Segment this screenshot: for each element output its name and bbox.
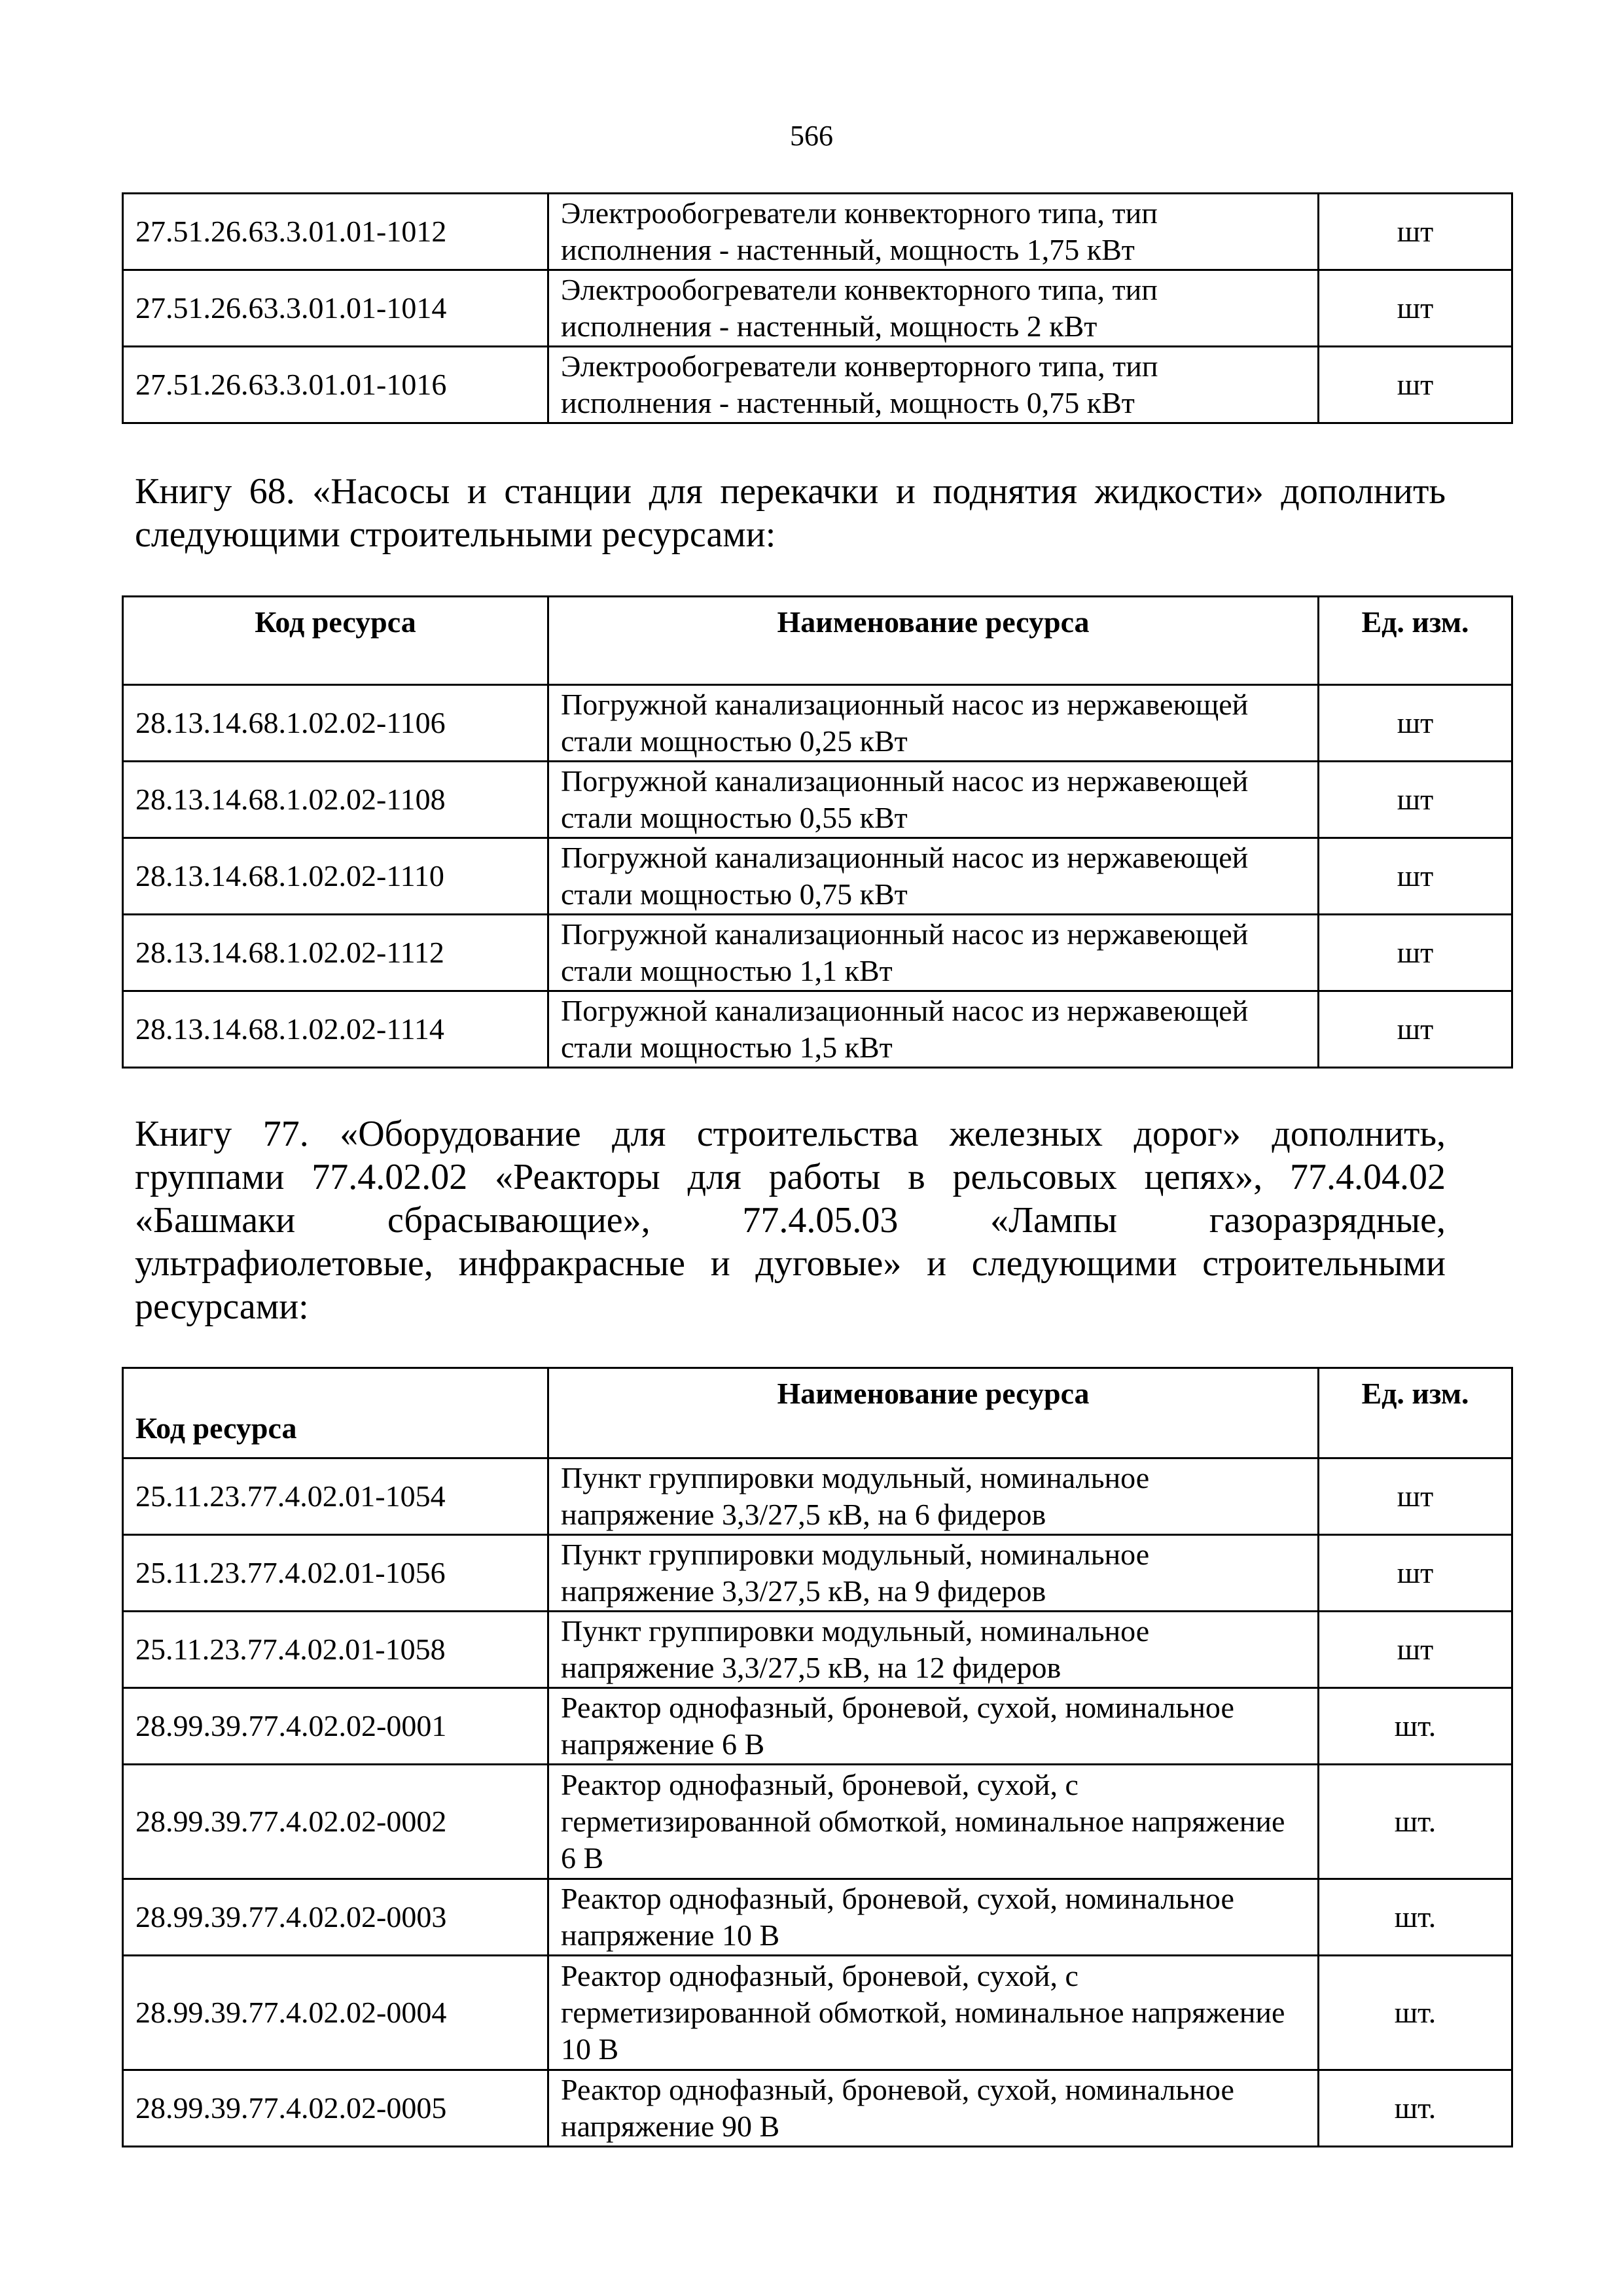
resource-code: 27.51.26.63.3.01.01-1014 <box>123 270 548 347</box>
resource-unit: шт <box>1319 270 1512 347</box>
resource-name: Пункт группировки модульный, номинальное напряжение 3,3/27,5 кВ, на 9 фидеров <box>548 1535 1319 1612</box>
table-row <box>123 762 1512 838</box>
paragraph-line: «Башмаки сбрасывающие», 77.4.05.03 «Лампы газоразрядные, <box>135 1200 1446 1241</box>
resource-unit: шт <box>1319 685 1512 762</box>
paragraph-line: ресурсами: <box>135 1286 309 1327</box>
page-number: 566 <box>790 120 833 152</box>
paragraph-book-68 <box>135 470 1446 556</box>
resource-code: 27.51.26.63.3.01.01-1016 <box>123 347 548 423</box>
table-row <box>123 838 1512 915</box>
paragraph-line: Книгу 68. «Насосы и станции для перекачки и поднятия жидкости» дополнить <box>135 471 1446 512</box>
resource-name: Погружной канализационный насос из нержавеющей стали мощностью 0,75 кВт <box>548 838 1319 915</box>
resource-name: Пункт группировки модульный, номинальное напряжение 3,3/27,5 кВ, на 6 фидеров <box>548 1458 1319 1535</box>
resource-table-2 <box>122 595 1513 1069</box>
paragraph-line: ультрафиолетовые, инфракрасные и дуговые» и следующими строительными <box>135 1243 1446 1284</box>
table-row <box>123 1956 1512 2070</box>
paragraph-line: Книгу 77. «Оборудование для строительства железных дорог» дополнить, <box>135 1114 1446 1154</box>
table-row <box>123 194 1512 270</box>
table-row <box>123 347 1512 423</box>
table-header-row <box>123 597 1512 685</box>
table-row <box>123 991 1512 1068</box>
resource-unit: шт <box>1319 347 1512 423</box>
resource-unit: шт. <box>1319 1688 1512 1765</box>
resource-code: 28.13.14.68.1.02.02-1110 <box>123 838 548 915</box>
resource-code: 28.99.39.77.4.02.02-0004 <box>123 1956 548 2070</box>
resource-unit: шт. <box>1319 1956 1512 2070</box>
header-code: Код ресурса <box>123 1368 548 1458</box>
resource-code: 27.51.26.63.3.01.01-1012 <box>123 194 548 270</box>
paragraph-book-77 <box>135 1112 1446 1328</box>
resource-name: Погружной канализационный насос из нержавеющей стали мощностью 0,25 кВт <box>548 685 1319 762</box>
header-unit: Ед. изм. <box>1319 597 1512 685</box>
resource-table-3 <box>122 1367 1513 2147</box>
resource-name: Реактор однофазный, броневой, сухой, с герметизированной обмоткой, номинальное напряжение 6 В <box>548 1765 1319 1879</box>
resource-name: Реактор однофазный, броневой, сухой, с герметизированной обмоткой, номинальное напряжение 10 В <box>548 1956 1319 2070</box>
resource-unit: шт <box>1319 915 1512 991</box>
table-row <box>123 915 1512 991</box>
resource-name: Электрообогреватели конверторного типа, тип исполнения - настенный, мощность 0,75 кВт <box>548 347 1319 423</box>
header-name: Наименование ресурса <box>548 1368 1319 1458</box>
resource-code: 28.13.14.68.1.02.02-1108 <box>123 762 548 838</box>
resource-name: Реактор однофазный, броневой, сухой, номинальное напряжение 10 В <box>548 1879 1319 1956</box>
paragraph-line: группами 77.4.02.02 «Реакторы для работы в рельсовых цепях», 77.4.04.02 <box>135 1157 1446 1197</box>
resource-unit: шт <box>1319 1458 1512 1535</box>
table-row <box>123 685 1512 762</box>
resource-unit: шт <box>1319 1612 1512 1688</box>
resource-code: 25.11.23.77.4.02.01-1054 <box>123 1458 548 1535</box>
resource-unit: шт. <box>1319 1879 1512 1956</box>
resource-name: Электрообогреватели конвекторного типа, тип исполнения - настенный, мощность 1,75 кВт <box>548 194 1319 270</box>
resource-code: 25.11.23.77.4.02.01-1058 <box>123 1612 548 1688</box>
resource-unit: шт <box>1319 762 1512 838</box>
resource-code: 28.13.14.68.1.02.02-1112 <box>123 915 548 991</box>
resource-unit: шт <box>1319 838 1512 915</box>
header-unit: Ед. изм. <box>1319 1368 1512 1458</box>
table-row <box>123 1535 1512 1612</box>
resource-name: Реактор однофазный, броневой, сухой, номинальное напряжение 90 В <box>548 2070 1319 2147</box>
resource-name: Погружной канализационный насос из нержавеющей стали мощностью 0,55 кВт <box>548 762 1319 838</box>
resource-code: 28.99.39.77.4.02.02-0003 <box>123 1879 548 1956</box>
resource-unit: шт. <box>1319 2070 1512 2147</box>
resource-code: 28.13.14.68.1.02.02-1106 <box>123 685 548 762</box>
resource-code: 28.99.39.77.4.02.02-0005 <box>123 2070 548 2147</box>
resource-name: Пункт группировки модульный, номинальное напряжение 3,3/27,5 кВ, на 12 фидеров <box>548 1612 1319 1688</box>
table-row <box>123 2070 1512 2147</box>
table-row <box>123 1765 1512 1879</box>
resource-name: Погружной канализационный насос из нержавеющей стали мощностью 1,1 кВт <box>548 915 1319 991</box>
resource-code: 25.11.23.77.4.02.01-1056 <box>123 1535 548 1612</box>
resource-unit: шт <box>1319 194 1512 270</box>
resource-unit: шт. <box>1319 1765 1512 1879</box>
table-row <box>123 1612 1512 1688</box>
resource-unit: шт <box>1319 991 1512 1068</box>
resource-name: Реактор однофазный, броневой, сухой, номинальное напряжение 6 В <box>548 1688 1319 1765</box>
table-header-row <box>123 1368 1512 1458</box>
resource-code: 28.13.14.68.1.02.02-1114 <box>123 991 548 1068</box>
resource-table-1 <box>122 192 1513 424</box>
table-row <box>123 1688 1512 1765</box>
table-row <box>123 1458 1512 1535</box>
header-name: Наименование ресурса <box>548 597 1319 685</box>
resource-code: 28.99.39.77.4.02.02-0002 <box>123 1765 548 1879</box>
resource-name: Электрообогреватели конвекторного типа, тип исполнения - настенный, мощность 2 кВт <box>548 270 1319 347</box>
table-row <box>123 270 1512 347</box>
resource-code: 28.99.39.77.4.02.02-0001 <box>123 1688 548 1765</box>
table-row <box>123 1879 1512 1956</box>
paragraph-line: следующими строительными ресурсами: <box>135 514 776 555</box>
resource-name: Погружной канализационный насос из нержавеющей стали мощностью 1,5 кВт <box>548 991 1319 1068</box>
header-code: Код ресурса <box>123 597 548 685</box>
resource-unit: шт <box>1319 1535 1512 1612</box>
